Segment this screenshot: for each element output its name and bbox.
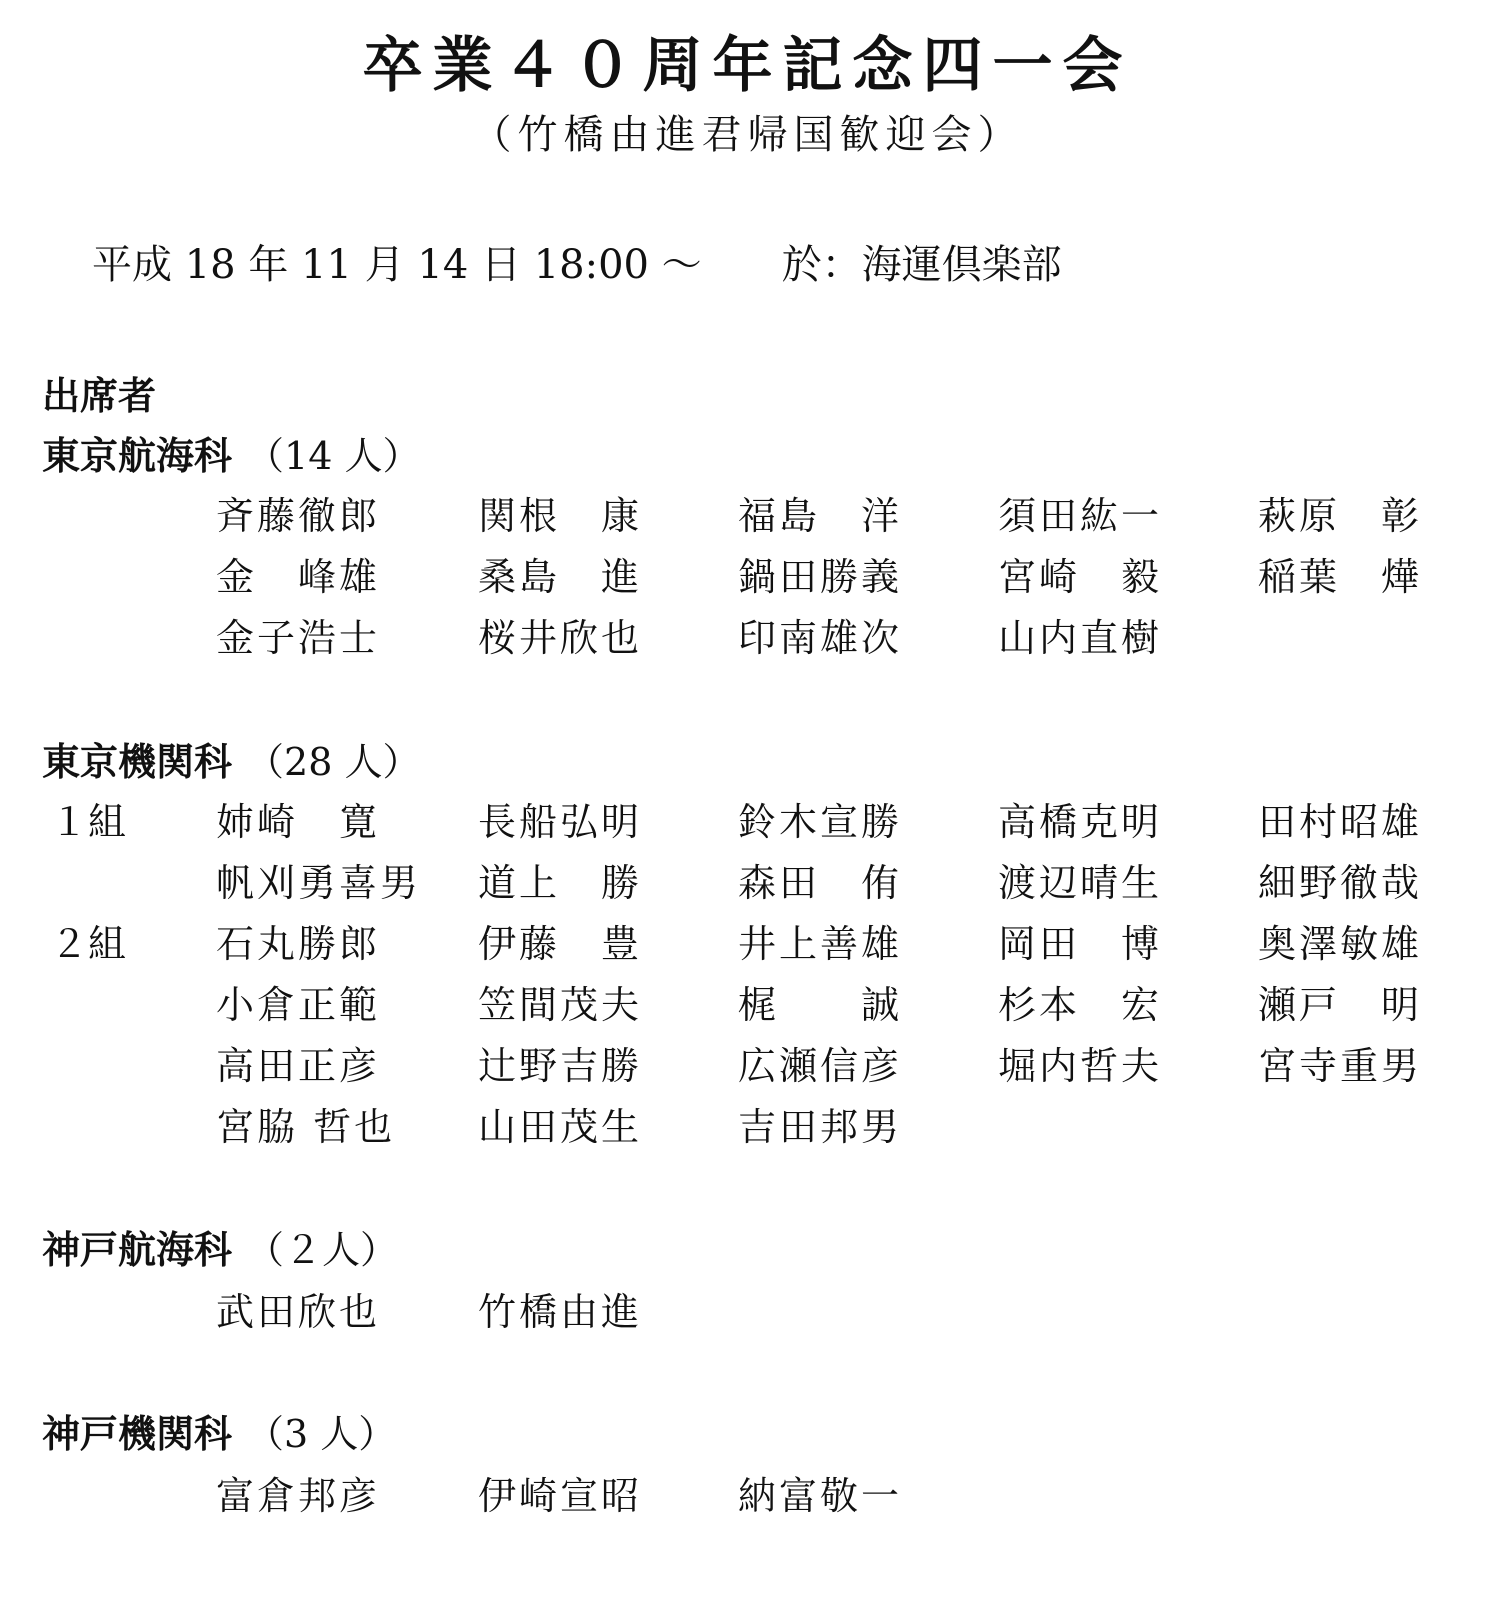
attendee-name: 関根 康 <box>478 494 643 538</box>
attendee-name: 小倉正範 <box>216 983 381 1027</box>
attendee-row <box>0 918 1495 970</box>
attendee-name: 井上善雄 <box>738 922 903 966</box>
attendee-name: 辻野吉勝 <box>478 1044 643 1088</box>
attendee-name: 鍋田勝義 <box>738 555 903 599</box>
attendee-name: 吉田邦男 <box>738 1105 903 1149</box>
section-title <box>42 738 420 786</box>
attendee-name: 岡田 博 <box>998 922 1163 966</box>
attendee-name: 桜井欣也 <box>478 616 643 660</box>
attendee-name: 宮寺重男 <box>1258 1044 1423 1088</box>
attendee-name: 渡辺晴生 <box>998 861 1163 905</box>
attendee-name: 宮崎 毅 <box>998 555 1163 599</box>
attendee-row <box>0 612 1495 664</box>
attendee-name: 金 峰雄 <box>216 555 381 599</box>
section-name: 東京機関科 <box>42 740 233 784</box>
attendee-name: 帆刈勇喜男 <box>216 861 422 905</box>
attendee-name: 奥澤敏雄 <box>1258 922 1423 966</box>
attendee-name: 納富敬一 <box>738 1474 903 1518</box>
attendee-row <box>0 551 1495 603</box>
attendee-name: 須田紘一 <box>998 494 1163 538</box>
section-count: （3 人） <box>246 1412 397 1456</box>
attendee-name: 長船弘明 <box>478 800 643 844</box>
attendee-name: 梶 誠 <box>738 983 903 1027</box>
attendee-name: 稲葉 燁 <box>1258 555 1423 599</box>
attendee-name: 萩原 彰 <box>1258 494 1423 538</box>
group-label: ２組 <box>50 922 127 966</box>
page-title: 卒業４０周年記念四一会 <box>362 31 1133 101</box>
section-name: 神戸機関科 <box>42 1412 233 1456</box>
attendee-name: 山内直樹 <box>998 616 1163 660</box>
attendee-name: 道上 勝 <box>478 861 643 905</box>
attendee-name: 伊崎宣昭 <box>478 1474 643 1518</box>
section-name: 神戸航海科 <box>42 1228 233 1272</box>
section-count: （28 人） <box>246 740 421 784</box>
group-label: １組 <box>50 800 127 844</box>
attendee-name: 斉藤徹郎 <box>216 494 381 538</box>
event-venue: 於：海運倶楽部 <box>781 242 1062 288</box>
section-count: （２人） <box>246 1228 399 1272</box>
attendee-row <box>0 979 1495 1031</box>
attendee-name: 山田茂生 <box>478 1105 643 1149</box>
attendee-name: 伊藤 豊 <box>478 922 643 966</box>
attendee-name: 杉本 宏 <box>998 983 1163 1027</box>
event-info <box>92 240 1062 290</box>
attendee-row <box>0 1470 1495 1522</box>
attendee-name: 森田 侑 <box>738 861 903 905</box>
event-date: 平成 18 年 11 月 14 日 18:00 ～ <box>92 242 702 288</box>
section-title <box>42 1226 398 1274</box>
attendee-name: 福島 洋 <box>738 494 903 538</box>
attendee-name: 高橋克明 <box>998 800 1163 844</box>
section-title <box>42 1410 396 1458</box>
attendee-name: 広瀬信彦 <box>738 1044 903 1088</box>
section-title <box>42 432 420 480</box>
attendee-name: 鈴木宣勝 <box>738 800 903 844</box>
page-subtitle: （竹橋由進君帰国歓迎会） <box>471 112 1024 158</box>
attendee-row <box>0 796 1495 848</box>
section-name: 東京航海科 <box>42 434 233 478</box>
attendee-name: 石丸勝郎 <box>216 922 381 966</box>
attendee-row <box>0 490 1495 542</box>
attendee-name: 田村昭雄 <box>1258 800 1423 844</box>
attendee-name: 笠間茂夫 <box>478 983 643 1027</box>
attendee-name: 細野徹哉 <box>1258 861 1423 905</box>
section-count: （14 人） <box>246 434 421 478</box>
attendee-name: 桑島 進 <box>478 555 643 599</box>
attendees-heading: 出席者 <box>42 374 157 418</box>
attendee-name: 姉崎 寛 <box>216 800 381 844</box>
attendee-row <box>0 1286 1495 1338</box>
attendee-row <box>0 857 1495 909</box>
attendee-name: 竹橋由進 <box>478 1290 643 1334</box>
attendee-name: 印南雄次 <box>738 616 903 660</box>
attendee-name: 金子浩士 <box>216 616 381 660</box>
attendee-name: 武田欣也 <box>216 1290 381 1334</box>
attendee-name: 堀内哲夫 <box>998 1044 1163 1088</box>
attendee-row <box>0 1101 1495 1153</box>
attendee-name: 富倉邦彦 <box>216 1474 381 1518</box>
attendee-row <box>0 1040 1495 1092</box>
attendee-name: 高田正彦 <box>216 1044 381 1088</box>
attendee-name: 瀬戸 明 <box>1258 983 1423 1027</box>
attendee-name: 宮脇 哲也 <box>216 1105 396 1149</box>
